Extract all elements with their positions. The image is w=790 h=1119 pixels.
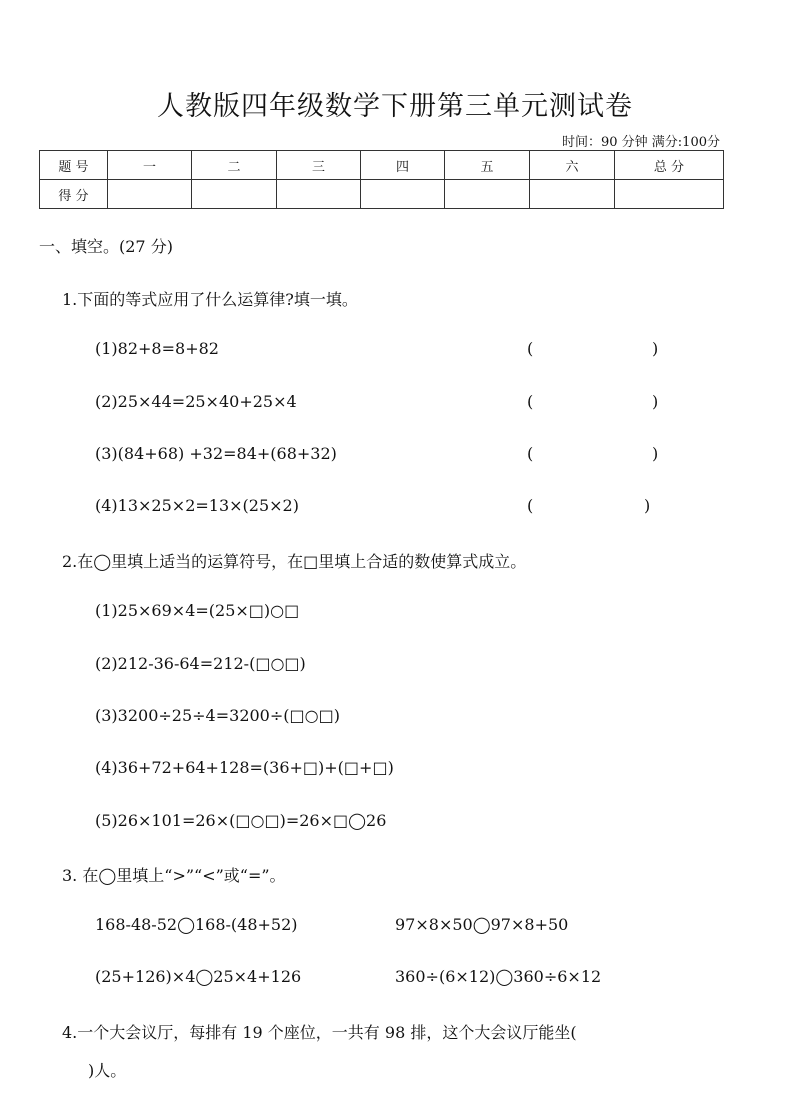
compare-item: 97×8×50◯97×8+50 (395, 915, 569, 934)
row-label-cell: 得 分 (40, 180, 108, 209)
score-entry-cell[interactable] (361, 180, 445, 209)
question-2-item: (4)36+72+64+128=(36+□)+(□+□) (95, 758, 394, 777)
question-4-line-2: )人。 (88, 1061, 127, 1080)
question-4-line-1: 4.一个大会议厅，每排有 19 个座位，一共有 98 排，这个大会议厅能坐( (62, 1023, 577, 1042)
question-1-item: (1)82+8=8+82 (95, 339, 219, 358)
question-2-item: (3)3200÷25÷4=3200÷(□○□) (95, 706, 340, 725)
score-entry-cell[interactable] (277, 180, 361, 209)
score-entry-cell[interactable] (108, 180, 192, 209)
question-1-item: (2)25×44=25×40+25×4 (95, 392, 297, 411)
question-2-item: (5)26×101=26×(□○□)=26×□◯26 (95, 811, 387, 830)
compare-item: 360÷(6×12)◯360÷6×12 (395, 967, 602, 986)
page-title: 人教版四年级数学下册第三单元测试卷 (157, 91, 633, 122)
score-table (39, 150, 724, 209)
answer-paren-open: ( (527, 339, 534, 358)
section-heading: 一、填空。(27 分) (39, 237, 173, 256)
header-cell: 六 (530, 151, 615, 180)
answer-paren-close: ) (652, 339, 659, 358)
score-table-score-row (40, 180, 724, 209)
time-score-info: 时间：90 分钟 满分:100分 (562, 135, 720, 150)
answer-paren-close: ) (652, 392, 659, 411)
header-cell: 题 号 (40, 151, 108, 180)
score-entry-cell[interactable] (530, 180, 615, 209)
question-2-item: (2)212-36-64=212-(□○□) (95, 654, 306, 673)
answer-paren-close: ) (652, 444, 659, 463)
question-1-item: (4)13×25×2=13×(25×2) (95, 496, 299, 515)
answer-paren-open: ( (527, 496, 534, 515)
header-cell: 二 (192, 151, 277, 180)
question-2-item: (1)25×69×4=(25×□)○□ (95, 601, 300, 620)
score-table-header-row (40, 151, 724, 180)
score-entry-cell[interactable] (192, 180, 277, 209)
score-entry-cell[interactable] (615, 180, 724, 209)
answer-paren-open: ( (527, 392, 534, 411)
question-3-stem: 3. 在◯里填上“>”“<”或“=”。 (62, 866, 286, 885)
compare-item: 168-48-52◯168-(48+52) (95, 915, 298, 934)
question-1-stem: 1.下面的等式应用了什么运算律?填一填。 (62, 290, 358, 309)
score-entry-cell[interactable] (445, 180, 530, 209)
header-cell: 四 (361, 151, 445, 180)
question-1-item: (3)(84+68) +32=84+(68+32) (95, 444, 337, 463)
header-cell: 五 (445, 151, 530, 180)
header-cell: 总 分 (615, 151, 724, 180)
header-cell: 一 (108, 151, 192, 180)
question-2-stem: 2.在◯里填上适当的运算符号，在□里填上合适的数使算式成立。 (62, 552, 527, 571)
header-cell: 三 (277, 151, 361, 180)
answer-paren-open: ( (527, 444, 534, 463)
answer-paren-close: ) (644, 496, 651, 515)
compare-item: (25+126)×4◯25×4+126 (95, 967, 302, 986)
